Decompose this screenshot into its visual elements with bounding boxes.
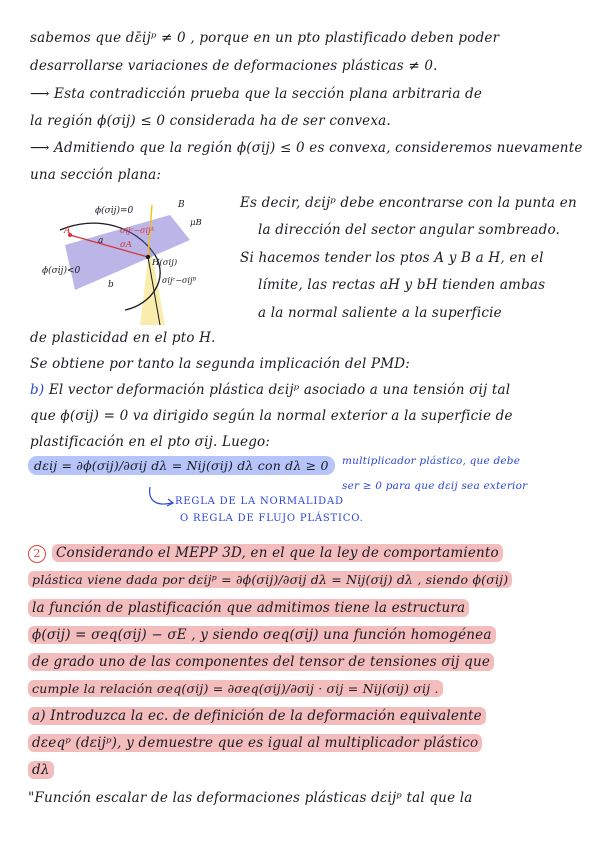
text-line-9-body: El vector deformación plástica dεijᵖ asociado a una tensión σij tal [48, 382, 511, 398]
text-line-6: una sección plana: [30, 167, 162, 183]
label-muB: μB [190, 218, 202, 228]
plasticity-diagram [40, 185, 240, 330]
section2-e-text: de grado uno de las componentes del tensor de tensiones σij que [28, 653, 494, 671]
text-line-7: de plasticidad en el pto H. [30, 330, 216, 346]
text-right-2: la dirección del sector angular sombreado. [258, 222, 561, 238]
section2-line-i [28, 762, 54, 778]
text-line-2: desarrollarse variaciones de deformaciones plásticas ≠ 0. [30, 58, 438, 74]
item-label-b: b) [30, 382, 45, 398]
label-b: b [108, 280, 114, 290]
section2-line-c [28, 600, 469, 616]
section2-c-text: la función de plastificación que admitimos tiene la estructura [28, 599, 469, 617]
section2-line-a [28, 545, 503, 563]
normality-formula [28, 458, 335, 473]
formula-highlight: dεij = ∂ϕ(σij)/∂σij dλ = Nij(σij) dλ con dλ ≥ 0 [28, 456, 335, 475]
section2-line-j: "Función escalar de las deformaciones plásticas dεijᵖ tal que la [28, 790, 473, 806]
text-right-1: Es decir, dεijᵖ debe encontrarse con la punta en [240, 195, 577, 211]
label-phineg: ϕ(σij)<0 [42, 266, 81, 276]
section2-d-text: ϕ(σij) = σeq(σij) − σE , y siendo σeq(σij) una función homogénea [28, 626, 496, 644]
section2-f-text: cumple la relación σeq(σij) = ∂σeq(σij)/∂σij · σij = Nij(σij) σij . [28, 680, 443, 697]
label-phi0: ϕ(σij)=0 [95, 206, 134, 216]
section2-h-text: dεeqᵖ (dεijᵖ), y demuestre que es igual al multiplicador plástico [28, 734, 482, 752]
text-right-5: a la normal saliente a la superficie [258, 305, 502, 321]
section2-line-e [28, 654, 494, 670]
text-line-11: plastificación en el pto σij. Luego: [30, 434, 271, 450]
note-multiplier-1: multiplicador plástico, que debe [342, 455, 521, 467]
text-line-9 [30, 382, 510, 398]
section2-line-b [28, 572, 512, 587]
section2-a-text: Considerando el MEPP 3D, en el que la ley de comportamiento [52, 544, 503, 562]
text-line-5: ⟶ Admitiendo que la región ϕ(σij) ≤ 0 es convexa, consideremos nuevamente [30, 140, 583, 156]
section2-line-d [28, 627, 496, 643]
section-number: 2 [28, 545, 46, 563]
label-diffA: σijᶜ−σijᴬ [120, 226, 155, 235]
label-a: a [98, 236, 104, 246]
text-line-1: sabemos que dε̄ijᵖ ≠ 0 , porque en un pto plastificado deben poder [30, 30, 500, 46]
section2-line-g [28, 708, 486, 724]
section2-g-text: a) Introduzca la ec. de definición de la deformación equivalente [28, 707, 486, 725]
brace-arrow [140, 485, 180, 515]
section2-line-h [28, 735, 482, 751]
label-H: H(σij) [152, 258, 178, 268]
label-B: B [178, 200, 185, 210]
label-sigA: σA [120, 240, 132, 250]
text-line-10: que ϕ(σij) = 0 va dirigido según la normal exterior a la superficie de [30, 408, 513, 424]
text-right-4: límite, las rectas aH y bH tienden ambas [258, 277, 546, 293]
text-line-3: ⟶ Esta contradicción prueba que la sección plana arbitraria de [30, 86, 483, 102]
text-line-4: la región ϕ(σij) ≤ 0 considerada ha de ser convexa. [30, 113, 391, 129]
text-line-8: Se obtiene por tanto la segunda implicación del PMD: [30, 356, 411, 372]
note-multiplier-2: ser ≥ 0 para que dεij sea exterior [342, 480, 528, 492]
text-right-3: Si hacemos tender los ptos A y B a H, en el [240, 250, 544, 266]
point-H [146, 255, 150, 259]
section2-b-text: plástica viene dada por dεijᵖ = ∂ϕ(σij)/∂σij dλ = Nij(σij) dλ , siendo ϕ(σij) [28, 571, 512, 588]
label-A: A [64, 226, 71, 236]
section2-line-f [28, 681, 443, 696]
rule-normality: REGLA DE LA NORMALIDAD [175, 496, 344, 507]
label-diff: σijᶜ−σijᴮ [162, 276, 197, 285]
section2-i-text: dλ [28, 761, 54, 779]
rule-flow: O REGLA DE FLUJO PLÁSTICO. [180, 513, 364, 524]
